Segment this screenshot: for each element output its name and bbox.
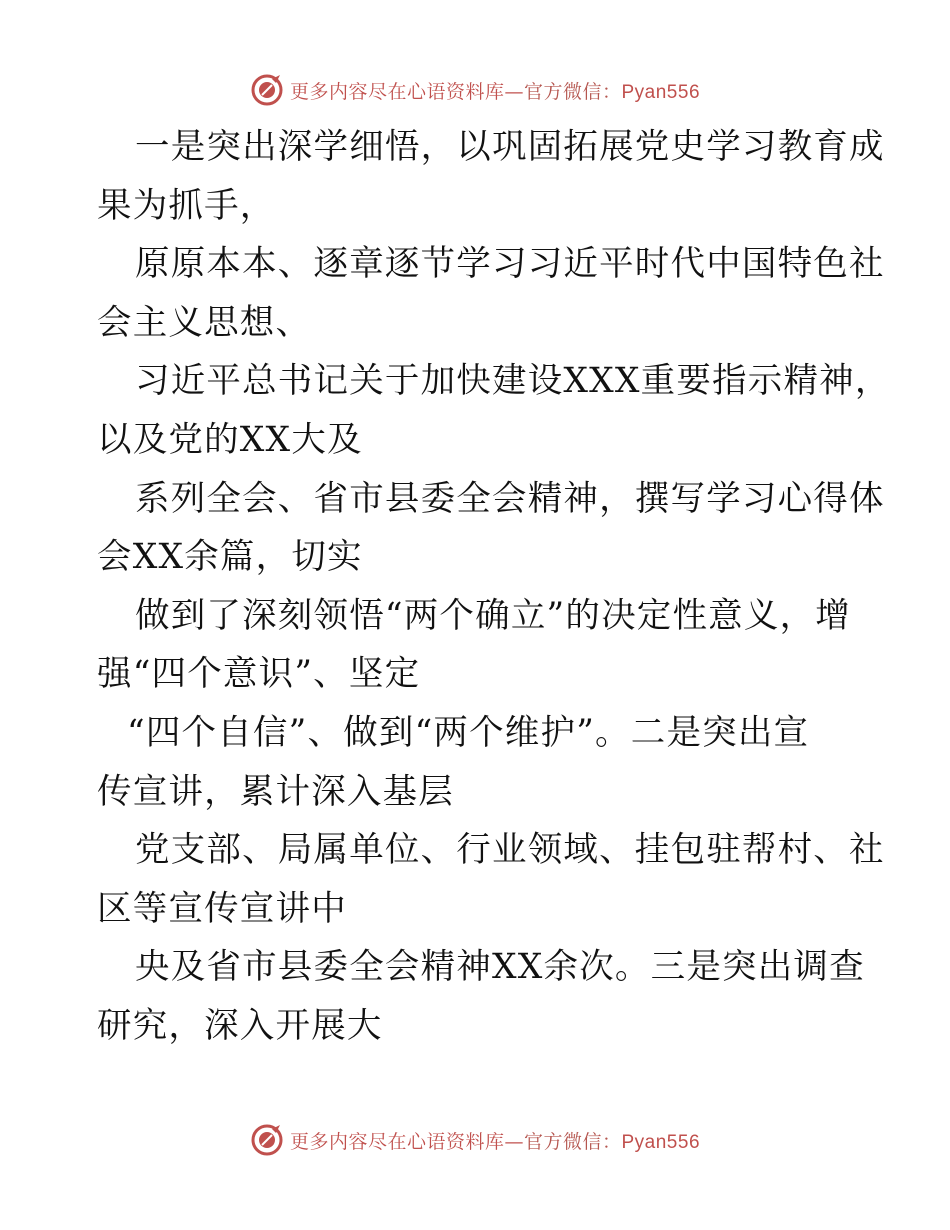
banner-account: Pyan556 [621,81,701,103]
banner-label: 官方微信： [523,80,622,103]
banner-slogan: 更多内容尽在心语资料库 [289,80,505,103]
text-line: 会XX余篇，切实 [97,537,363,578]
banner-separator: — [504,1130,524,1153]
quill-seal-icon [250,73,284,107]
banner-slogan: 更多内容尽在心语资料库 [289,1130,505,1153]
text-line: 区等宣传宣讲中 [97,888,347,929]
text-line: 央及省市县委全会精神XX余次。三是突出调查 [135,947,865,988]
text-line: 研究，深入开展大 [97,1005,383,1046]
text-line: 以及党的XX大及 [97,419,363,460]
text-line: 传宣讲，累计深入基层 [97,771,454,812]
footer-banner [0,1120,950,1160]
text-line: 一是突出深学细悟，以巩固拓展党史学习教育成 [135,127,885,167]
text-line: 果为抓手， [97,185,276,226]
banner-separator: — [504,80,524,103]
document-body [97,118,891,1056]
text-line: 习近平总书记关于加快建设XXX重要指示精神， [135,361,891,402]
banner-label: 官方微信： [523,1130,622,1153]
header-banner [0,70,950,110]
text-line: 原原本本、逐章逐节学习习近平时代中国特色社 [135,244,885,285]
banner-account: Pyan556 [621,1131,701,1153]
text-line: 会主义思想、 [97,302,312,343]
text-line: “四个自信”、做到“两个维护”。二是突出宣 [127,712,810,753]
text-line: 党支部、局属单位、行业领域、挂包驻帮村、社 [135,830,885,871]
text-line: 系列全会、省市县委全会精神，撰写学习心得体 [135,478,885,519]
text-line: 强“四个意识”、坚定 [97,654,421,695]
text-line: 做到了深刻领悟“两个确立”的决定性意义，增 [135,595,851,636]
quill-seal-icon [250,1123,284,1157]
